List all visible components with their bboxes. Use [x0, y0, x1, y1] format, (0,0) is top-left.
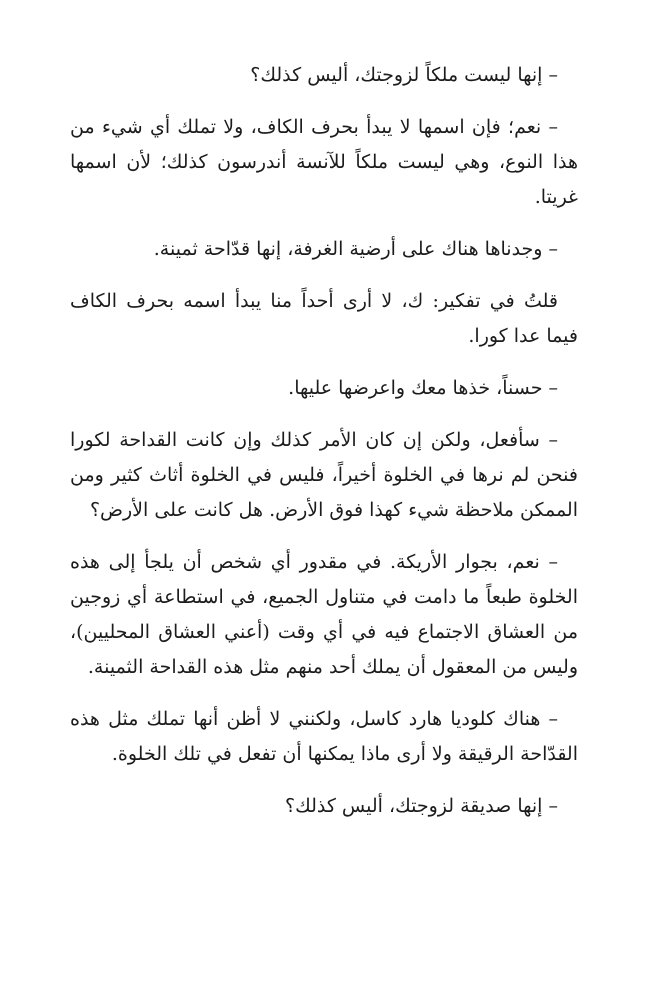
paragraph: – وجدناها هناك على أرضية الغرفة، إنها قدّاحة ثمينة.	[153, 238, 558, 260]
paragraph: – إنها صديقة لزوجتك، أليس كذلك؟	[284, 795, 558, 817]
paragraph: – نعم، بجوار الأريكة. في مقدور أي شخص أن يلجأ إلى هذه الخلوة طبعاً ما دامت في متناول الجميع، في استطاعة أي زوجين من العشاق الاجتماع فيه في أي وقت (أعني العشاق المحليين)، وليس من المعقول أن يملك أحد منهم مثل هذه القداحة الثمينة.	[70, 551, 578, 678]
paragraph: – نعم؛ فإن اسمها لا يبدأ بحرف الكاف، ولا تملك أي شيء من هذا النوع، وهي ليست ملكاً للآنسة أندرسون كذلك؛ لأن اسمها غريتا.	[70, 116, 578, 208]
paragraph: قلتُ في تفكير: ك، لا أرى أحداً منا يبدأ اسمه بحرف الكاف فيما عدا كورا.	[70, 290, 578, 347]
book-page	[70, 58, 578, 838]
paragraph: – إنها ليست ملكاً لزوجتك، أليس كذلك؟	[250, 64, 558, 86]
paragraph: – سأفعل، ولكن إن كان الأمر كذلك وإن كانت القداحة لكورا فنحن لم نرها في الخلوة أخيراً، فليس في الخلوة أثاث كثير ومن الممكن ملاحظة شيء كهذا فوق الأرض. هل كانت على الأرض؟	[70, 429, 578, 521]
paragraph: – هناك كلوديا هارد كاسل، ولكنني لا أظن أنها تملك مثل هذه القدّاحة الرقيقة ولا أرى ماذا يمكنها أن تفعل في تلك الخلوة.	[70, 708, 578, 765]
paragraph: – حسناً، خذها معك واعرضها عليها.	[288, 377, 558, 399]
